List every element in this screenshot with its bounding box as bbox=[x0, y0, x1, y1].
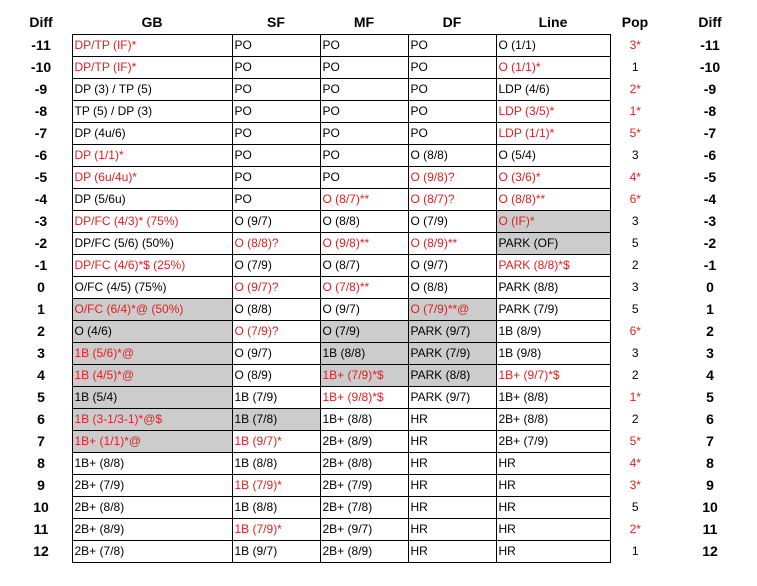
header-row bbox=[26, 10, 726, 35]
diff-left-cell: -7 bbox=[34, 125, 48, 141]
diff-right-cell: -10 bbox=[699, 59, 721, 75]
diff-left-cell: -1 bbox=[34, 257, 48, 273]
diff-left-cell: 9 bbox=[37, 477, 45, 493]
df-cell: HR bbox=[408, 431, 496, 453]
df-cell: PO bbox=[408, 123, 496, 145]
diff-left-cell: 3 bbox=[37, 345, 45, 361]
df-cell: HR bbox=[408, 475, 496, 497]
diff-left-cell: 1 bbox=[37, 301, 45, 317]
df-cell: O (9/8)? bbox=[408, 167, 496, 189]
table-row bbox=[26, 409, 726, 431]
result-chart bbox=[26, 10, 727, 563]
pop-cell: 2 bbox=[631, 368, 639, 382]
pop-cell: 2* bbox=[629, 522, 641, 536]
gb-cell: DP (4u/6) bbox=[72, 123, 232, 145]
mf-cell: 1B+ (9/8)*$ bbox=[320, 387, 408, 409]
df-cell: PO bbox=[408, 57, 496, 79]
mf-cell: O (9/7) bbox=[320, 299, 408, 321]
pop-cell: 1* bbox=[629, 104, 641, 118]
pop-cell: 3* bbox=[629, 38, 641, 52]
header-diff-right: Diff bbox=[698, 13, 722, 30]
mf-cell: 2B+ (9/7) bbox=[320, 519, 408, 541]
diff-left-cell: 0 bbox=[37, 279, 45, 295]
table-row bbox=[26, 519, 726, 541]
table-row bbox=[26, 541, 726, 563]
table-row bbox=[26, 255, 726, 277]
gb-cell: O/FC (6/4)*@ (50%) bbox=[72, 299, 232, 321]
sf-cell: O (8/8)? bbox=[232, 233, 320, 255]
diff-right-cell: 7 bbox=[706, 433, 714, 449]
line-cell: O (IF)* bbox=[496, 211, 610, 233]
pop-cell: 2 bbox=[631, 412, 639, 426]
diff-left-cell: -9 bbox=[34, 81, 48, 97]
line-cell: LDP (1/1)* bbox=[496, 123, 610, 145]
gb-cell: DP/FC (4/6)*$ (25%) bbox=[72, 255, 232, 277]
line-cell: O (3/6)* bbox=[496, 167, 610, 189]
diff-right-cell: 3 bbox=[706, 345, 714, 361]
gb-cell: 1B (5/6)*@ bbox=[72, 343, 232, 365]
diff-right-cell: 4 bbox=[706, 367, 714, 383]
table-row bbox=[26, 387, 726, 409]
header-mf: MF bbox=[353, 13, 375, 30]
mf-cell: 1B (8/8) bbox=[320, 343, 408, 365]
table-row bbox=[26, 101, 726, 123]
sf-cell: 1B (7/9)* bbox=[232, 519, 320, 541]
pop-cell: 3 bbox=[631, 280, 639, 294]
gb-cell: DP/TP (IF)* bbox=[72, 35, 232, 57]
df-cell: HR bbox=[408, 519, 496, 541]
diff-right-cell: 6 bbox=[706, 411, 714, 427]
table-row bbox=[26, 167, 726, 189]
line-cell: 1B+ (8/8) bbox=[496, 387, 610, 409]
header-gb: GB bbox=[141, 13, 163, 30]
sf-cell: O (7/9) bbox=[232, 255, 320, 277]
mf-cell: O (9/8)** bbox=[320, 233, 408, 255]
sf-cell: 1B (7/9)* bbox=[232, 475, 320, 497]
diff-right-cell: -3 bbox=[703, 213, 717, 229]
df-cell: HR bbox=[408, 453, 496, 475]
line-cell: 1B (8/9) bbox=[496, 321, 610, 343]
gb-cell: DP (5/6u) bbox=[72, 189, 232, 211]
header-df: DF bbox=[442, 13, 462, 30]
diff-right-cell: -4 bbox=[703, 191, 717, 207]
table-row bbox=[26, 123, 726, 145]
diff-right-cell: 10 bbox=[702, 499, 718, 515]
df-cell: PARK (9/7) bbox=[408, 387, 496, 409]
gb-cell: TP (5) / DP (3) bbox=[72, 101, 232, 123]
sf-cell: PO bbox=[232, 101, 320, 123]
diff-right-cell: 0 bbox=[706, 279, 714, 295]
sf-cell: 1B (9/7)* bbox=[232, 431, 320, 453]
table-row bbox=[26, 211, 726, 233]
sf-cell: PO bbox=[232, 123, 320, 145]
sf-cell: O (7/9)? bbox=[232, 321, 320, 343]
table-row bbox=[26, 343, 726, 365]
table-row bbox=[26, 35, 726, 57]
diff-right-cell: 2 bbox=[706, 323, 714, 339]
pop-cell: 4* bbox=[629, 170, 641, 184]
table-row bbox=[26, 79, 726, 101]
gb-cell: 1B+ (8/8) bbox=[72, 453, 232, 475]
gb-cell: DP/FC (5/6) (50%) bbox=[72, 233, 232, 255]
df-cell: HR bbox=[408, 409, 496, 431]
pop-cell: 3 bbox=[631, 346, 639, 360]
df-cell: O (8/8) bbox=[408, 145, 496, 167]
diff-right-cell: -1 bbox=[703, 257, 717, 273]
sf-cell: 1B (8/8) bbox=[232, 453, 320, 475]
diff-right-cell: 11 bbox=[702, 521, 718, 537]
diff-right-cell: -6 bbox=[703, 147, 717, 163]
header-sf: SF bbox=[267, 13, 285, 30]
sf-cell: PO bbox=[232, 145, 320, 167]
mf-cell: O (8/7) bbox=[320, 255, 408, 277]
gb-cell: 1B (4/5)*@ bbox=[72, 365, 232, 387]
table-row bbox=[26, 365, 726, 387]
pop-cell: 6* bbox=[629, 324, 641, 338]
line-cell: PARK (7/9) bbox=[496, 299, 610, 321]
mf-cell: O (7/9) bbox=[320, 321, 408, 343]
table-row bbox=[26, 431, 726, 453]
mf-cell: O (8/8) bbox=[320, 211, 408, 233]
df-cell: O (9/7) bbox=[408, 255, 496, 277]
df-cell: PARK (7/9) bbox=[408, 343, 496, 365]
sf-cell: PO bbox=[232, 57, 320, 79]
sf-cell: PO bbox=[232, 189, 320, 211]
line-cell: HR bbox=[496, 497, 610, 519]
pop-cell: 5 bbox=[631, 500, 639, 514]
pop-cell: 1 bbox=[631, 544, 639, 558]
pop-cell: 5 bbox=[631, 302, 639, 316]
df-cell: O (8/8) bbox=[408, 277, 496, 299]
table-row bbox=[26, 321, 726, 343]
diff-left-cell: -3 bbox=[34, 213, 48, 229]
diff-right-cell: 9 bbox=[706, 477, 714, 493]
line-cell: 2B+ (7/9) bbox=[496, 431, 610, 453]
table-row bbox=[26, 299, 726, 321]
gb-cell: 1B+ (1/1)*@ bbox=[72, 431, 232, 453]
table-row bbox=[26, 497, 726, 519]
df-cell: O (8/7)? bbox=[408, 189, 496, 211]
line-cell: O (8/8)** bbox=[496, 189, 610, 211]
mf-cell: PO bbox=[320, 57, 408, 79]
diff-right-cell: 1 bbox=[706, 301, 714, 317]
diff-right-cell: -5 bbox=[703, 169, 717, 185]
mf-cell: PO bbox=[320, 145, 408, 167]
sf-cell: 1B (7/9) bbox=[232, 387, 320, 409]
line-cell: HR bbox=[496, 453, 610, 475]
diff-left-cell: -8 bbox=[34, 103, 48, 119]
gb-cell: 2B+ (7/8) bbox=[72, 541, 232, 563]
diff-right-cell: -11 bbox=[700, 37, 720, 53]
line-cell: O (1/1) bbox=[496, 35, 610, 57]
mf-cell: PO bbox=[320, 123, 408, 145]
diff-left-cell: 6 bbox=[37, 411, 45, 427]
table-row bbox=[26, 57, 726, 79]
sf-cell: O (9/7) bbox=[232, 211, 320, 233]
pop-cell: 1* bbox=[629, 390, 641, 404]
diff-right-cell: -2 bbox=[703, 235, 717, 251]
gb-cell: O/FC (4/5) (75%) bbox=[72, 277, 232, 299]
df-cell: HR bbox=[408, 497, 496, 519]
pop-cell: 2* bbox=[629, 82, 641, 96]
gb-cell: 2B+ (7/9) bbox=[72, 475, 232, 497]
pop-cell: 3 bbox=[631, 148, 639, 162]
diff-left-cell: -6 bbox=[34, 147, 48, 163]
diff-right-cell: 8 bbox=[706, 455, 714, 471]
sf-cell: O (8/9) bbox=[232, 365, 320, 387]
pop-cell: 5* bbox=[629, 126, 641, 140]
df-cell: HR bbox=[408, 541, 496, 563]
diff-left-cell: -11 bbox=[31, 37, 51, 53]
df-cell: PARK (9/7) bbox=[408, 321, 496, 343]
pop-cell: 5* bbox=[629, 434, 641, 448]
pop-cell: 4* bbox=[629, 456, 641, 470]
diff-left-cell: 7 bbox=[37, 433, 45, 449]
diff-left-cell: -10 bbox=[30, 59, 52, 75]
line-cell: HR bbox=[496, 475, 610, 497]
line-cell: 1B+ (9/7)*$ bbox=[496, 365, 610, 387]
sf-cell: PO bbox=[232, 79, 320, 101]
df-cell: O (7/9)**@ bbox=[408, 299, 496, 321]
gb-cell: O (4/6) bbox=[72, 321, 232, 343]
mf-cell: 2B+ (7/8) bbox=[320, 497, 408, 519]
mf-cell: O (7/8)** bbox=[320, 277, 408, 299]
sf-cell: O (8/8) bbox=[232, 299, 320, 321]
diff-right-cell: 12 bbox=[702, 543, 718, 559]
sf-cell: 1B (8/8) bbox=[232, 497, 320, 519]
line-cell: O (1/1)* bbox=[496, 57, 610, 79]
mf-cell: PO bbox=[320, 101, 408, 123]
gb-cell: 2B+ (8/9) bbox=[72, 519, 232, 541]
gb-cell: 1B (5/4) bbox=[72, 387, 232, 409]
pop-cell: 1 bbox=[631, 60, 639, 74]
mf-cell: PO bbox=[320, 35, 408, 57]
gb-cell: DP/TP (IF)* bbox=[72, 57, 232, 79]
table-row bbox=[26, 189, 726, 211]
gb-cell: 1B (3-1/3-1)*@$ bbox=[72, 409, 232, 431]
sf-cell: PO bbox=[232, 167, 320, 189]
table-row bbox=[26, 453, 726, 475]
line-cell: PARK (OF) bbox=[496, 233, 610, 255]
diff-right-cell: -7 bbox=[703, 125, 717, 141]
diff-left-cell: 2 bbox=[37, 323, 45, 339]
line-cell: O (5/4) bbox=[496, 145, 610, 167]
diff-right-cell: -8 bbox=[703, 103, 717, 119]
header-line: Line bbox=[538, 13, 568, 30]
df-cell: PO bbox=[408, 101, 496, 123]
df-cell: PO bbox=[408, 35, 496, 57]
mf-cell: 2B+ (8/9) bbox=[320, 541, 408, 563]
diff-left-cell: 11 bbox=[33, 521, 49, 537]
pop-cell: 3* bbox=[629, 478, 641, 492]
diff-right-cell: 5 bbox=[706, 389, 714, 405]
diff-left-cell: 12 bbox=[33, 543, 49, 559]
gb-cell: DP (1/1)* bbox=[72, 145, 232, 167]
diff-left-cell: -5 bbox=[34, 169, 48, 185]
pop-cell: 5 bbox=[631, 236, 639, 250]
gb-cell: 2B+ (8/8) bbox=[72, 497, 232, 519]
sf-cell: 1B (7/8) bbox=[232, 409, 320, 431]
diff-left-cell: -4 bbox=[34, 191, 48, 207]
sf-cell: O (9/7) bbox=[232, 343, 320, 365]
gb-cell: DP (3) / TP (5) bbox=[72, 79, 232, 101]
pop-cell: 2 bbox=[631, 258, 639, 272]
result-table bbox=[26, 10, 727, 563]
line-cell: 2B+ (8/8) bbox=[496, 409, 610, 431]
line-cell: 1B (9/8) bbox=[496, 343, 610, 365]
table-row bbox=[26, 277, 726, 299]
df-cell: O (7/9) bbox=[408, 211, 496, 233]
diff-left-cell: 8 bbox=[37, 455, 45, 471]
pop-cell: 6* bbox=[629, 192, 641, 206]
line-cell: HR bbox=[496, 519, 610, 541]
pop-cell: 3 bbox=[631, 214, 639, 228]
mf-cell: PO bbox=[320, 167, 408, 189]
line-cell: LDP (3/5)* bbox=[496, 101, 610, 123]
diff-left-cell: -2 bbox=[34, 235, 48, 251]
table-row bbox=[26, 475, 726, 497]
sf-cell: O (9/7)? bbox=[232, 277, 320, 299]
header-diff-left: Diff bbox=[29, 13, 53, 30]
mf-cell: 1B+ (8/8) bbox=[320, 409, 408, 431]
header-pop: Pop bbox=[621, 13, 649, 30]
mf-cell: PO bbox=[320, 79, 408, 101]
diff-left-cell: 5 bbox=[37, 389, 45, 405]
df-cell: PARK (8/8) bbox=[408, 365, 496, 387]
df-cell: O (8/9)** bbox=[408, 233, 496, 255]
gb-cell: DP/FC (4/3)* (75%) bbox=[72, 211, 232, 233]
sf-cell: 1B (9/7) bbox=[232, 541, 320, 563]
line-cell: PARK (8/8) bbox=[496, 277, 610, 299]
diff-right-cell: -9 bbox=[703, 81, 717, 97]
mf-cell: 1B+ (7/9)*$ bbox=[320, 365, 408, 387]
line-cell: PARK (8/8)*$ bbox=[496, 255, 610, 277]
gb-cell: DP (6u/4u)* bbox=[72, 167, 232, 189]
df-cell: PO bbox=[408, 79, 496, 101]
mf-cell: O (8/7)** bbox=[320, 189, 408, 211]
diff-left-cell: 10 bbox=[33, 499, 49, 515]
table-row bbox=[26, 145, 726, 167]
mf-cell: 2B+ (8/9) bbox=[320, 431, 408, 453]
mf-cell: 2B+ (7/9) bbox=[320, 475, 408, 497]
diff-left-cell: 4 bbox=[37, 367, 45, 383]
table-row bbox=[26, 233, 726, 255]
sf-cell: PO bbox=[232, 35, 320, 57]
line-cell: LDP (4/6) bbox=[496, 79, 610, 101]
line-cell: HR bbox=[496, 541, 610, 563]
mf-cell: 2B+ (8/8) bbox=[320, 453, 408, 475]
